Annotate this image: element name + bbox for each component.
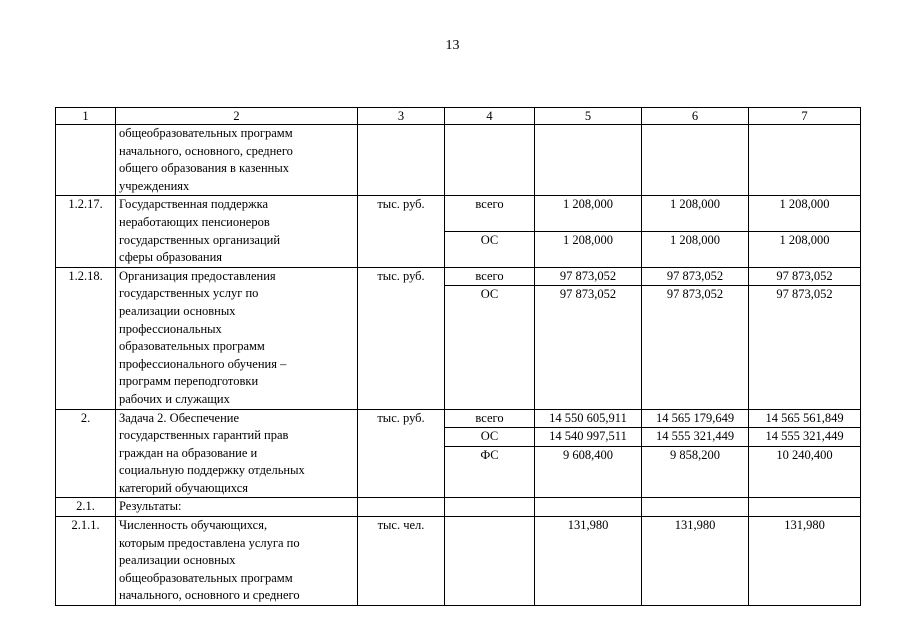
- title-line: государственных услуг по: [119, 286, 259, 301]
- row-unit: [358, 498, 445, 517]
- title-line: реализации основных: [119, 553, 236, 568]
- row-number: 1.2.17.: [56, 196, 116, 267]
- row-title: [116, 517, 358, 606]
- row-category: [445, 517, 535, 606]
- header-col-2: 2: [116, 108, 358, 125]
- table-row: [56, 125, 861, 196]
- row-value-6: [642, 125, 749, 196]
- row-value-7: 14 565 561,849: [749, 409, 861, 428]
- title-line: сферы образования: [119, 250, 223, 265]
- row-number: 2.: [56, 409, 116, 498]
- row-value-7: 97 873,052: [749, 286, 861, 409]
- title-line: начального, основного и среднего: [119, 588, 300, 603]
- row-category: ОС: [445, 232, 535, 268]
- title-line: социальную поддержку отдельных: [119, 463, 305, 478]
- row-value-7: [749, 125, 861, 196]
- row-unit: [358, 125, 445, 196]
- row-number: 1.2.18.: [56, 267, 116, 409]
- row-value-5: 1 208,000: [535, 196, 642, 232]
- row-value-5: [535, 498, 642, 517]
- title-line: учреждениях: [119, 178, 190, 193]
- header-col-5: 5: [535, 108, 642, 125]
- row-value-6: 1 208,000: [642, 232, 749, 268]
- row-value-6: 97 873,052: [642, 267, 749, 286]
- page-number: 13: [445, 38, 460, 53]
- indicators-table: [55, 107, 861, 606]
- row-value-6: 9 858,200: [642, 446, 749, 498]
- row-value-6: [642, 498, 749, 517]
- row-value-7: [749, 498, 861, 517]
- row-value-6: 131,980: [642, 517, 749, 606]
- row-value-6: 14 555 321,449: [642, 428, 749, 447]
- table-row: [56, 267, 861, 286]
- row-value-6: 1 208,000: [642, 196, 749, 232]
- title-line: граждан на образование и: [119, 445, 258, 460]
- row-title: [116, 125, 358, 196]
- title-line: государственных организаций: [119, 232, 281, 247]
- table-row: [56, 409, 861, 428]
- table-row: [56, 196, 861, 232]
- title-line: образовательных программ: [119, 339, 265, 354]
- title-line: реализации основных: [119, 303, 236, 318]
- title-line: Организация предоставления: [119, 268, 276, 283]
- row-value-5: 9 608,400: [535, 446, 642, 498]
- row-category: [445, 498, 535, 517]
- table-row: [56, 517, 861, 606]
- row-category: ФС: [445, 446, 535, 498]
- row-number: 2.1.: [56, 498, 116, 517]
- title-line: общего образования в казенных: [119, 161, 290, 176]
- row-value-5: 131,980: [535, 517, 642, 606]
- header-col-1: 1: [56, 108, 116, 125]
- header-col-7: 7: [749, 108, 861, 125]
- title-line: общеобразовательных программ: [119, 570, 293, 585]
- title-line: профессиональных: [119, 321, 222, 336]
- row-value-5: 97 873,052: [535, 267, 642, 286]
- title-line: рабочих и служащих: [119, 391, 230, 406]
- row-category: всего: [445, 267, 535, 286]
- row-value-5: 14 540 997,511: [535, 428, 642, 447]
- row-value-7: 1 208,000: [749, 232, 861, 268]
- title-line: которым предоставлена услуга по: [119, 535, 300, 550]
- title-line: неработающих пенсионеров: [119, 214, 270, 229]
- title-line: государственных гарантий прав: [119, 428, 289, 443]
- row-title: [116, 196, 358, 267]
- title-line: общеобразовательных программ: [119, 126, 293, 140]
- title-line: начального, основного, среднего: [119, 143, 293, 158]
- title-line: Задача 2. Обеспечение: [119, 410, 239, 425]
- header-col-3: 3: [358, 108, 445, 125]
- row-category: ОС: [445, 286, 535, 409]
- header-col-6: 6: [642, 108, 749, 125]
- table-row: [56, 498, 861, 517]
- row-category: всего: [445, 409, 535, 428]
- header-col-4: 4: [445, 108, 535, 125]
- title-line: Численность обучающихся,: [119, 518, 268, 533]
- row-unit: тыс. руб.: [358, 196, 445, 267]
- row-category: [445, 125, 535, 196]
- row-value-5: [535, 125, 642, 196]
- row-category: всего: [445, 196, 535, 232]
- row-unit: тыс. чел.: [358, 517, 445, 606]
- row-title: [116, 409, 358, 498]
- row-title: Результаты:: [116, 498, 358, 517]
- row-value-6: 97 873,052: [642, 286, 749, 409]
- table-header-row: [56, 108, 861, 125]
- row-value-7: 1 208,000: [749, 196, 861, 232]
- row-value-7: 131,980: [749, 517, 861, 606]
- title-line: программ переподготовки: [119, 374, 259, 389]
- row-value-5: 97 873,052: [535, 286, 642, 409]
- title-line: профессионального обучения –: [119, 356, 287, 371]
- row-value-5: 14 550 605,911: [535, 409, 642, 428]
- row-value-7: 14 555 321,449: [749, 428, 861, 447]
- row-value-5: 1 208,000: [535, 232, 642, 268]
- row-value-7: 10 240,400: [749, 446, 861, 498]
- title-line: категорий обучающихся: [119, 480, 248, 495]
- title-line: Государственная поддержка: [119, 197, 269, 212]
- row-title: [116, 267, 358, 409]
- row-value-7: 97 873,052: [749, 267, 861, 286]
- row-unit: тыс. руб.: [358, 409, 445, 498]
- row-number: 2.1.1.: [56, 517, 116, 606]
- row-number: [56, 125, 116, 196]
- row-category: ОС: [445, 428, 535, 447]
- row-value-6: 14 565 179,649: [642, 409, 749, 428]
- row-unit: тыс. руб.: [358, 267, 445, 409]
